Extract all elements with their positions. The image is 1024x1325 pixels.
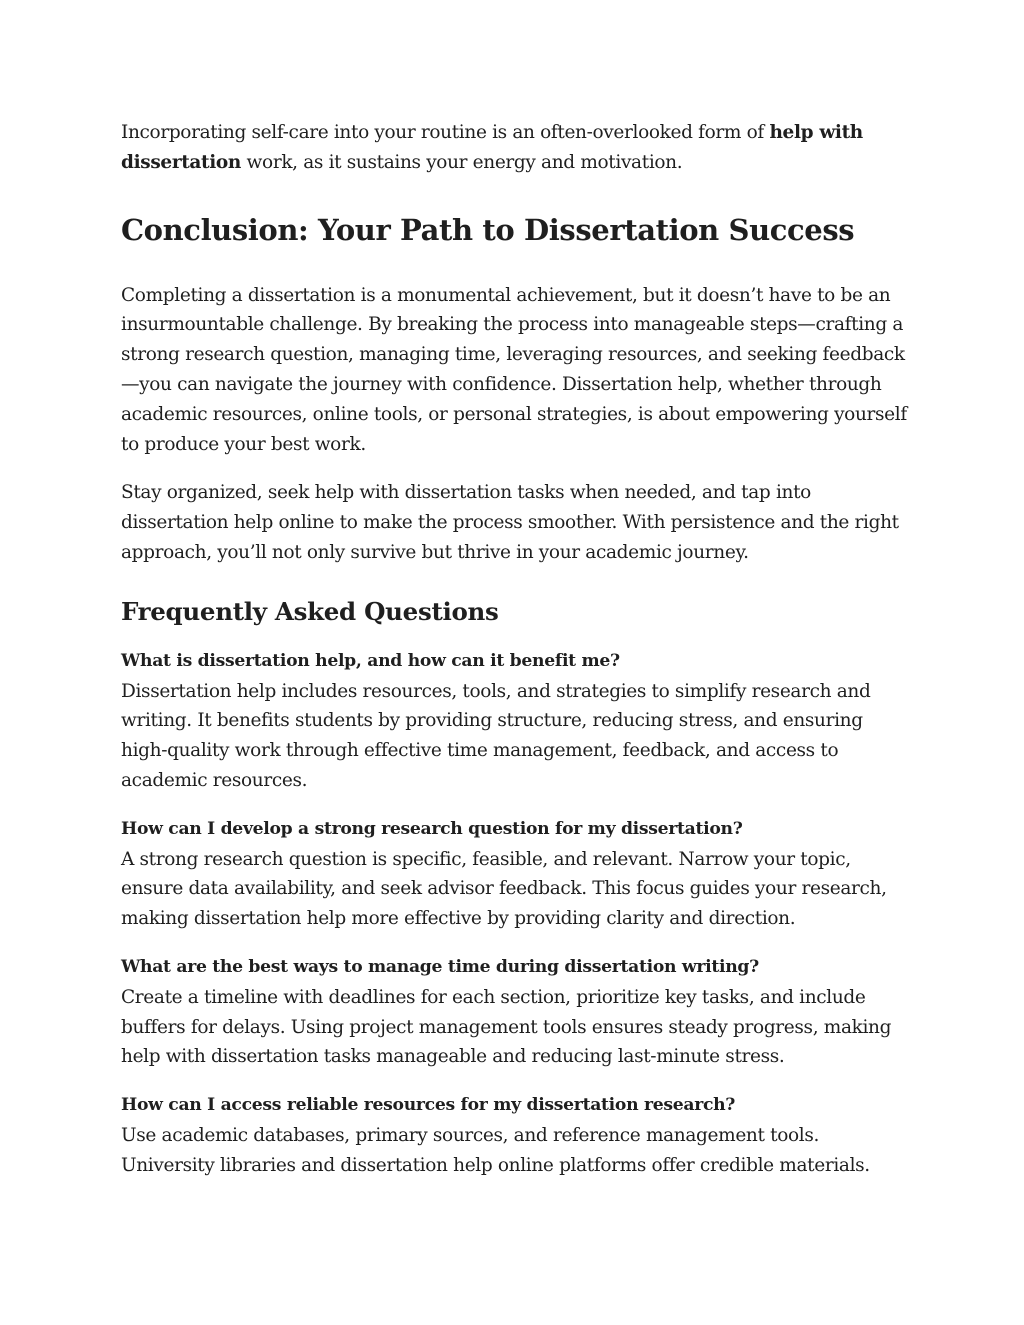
faq-question: How can I access reliable resources for my dissertation research? [121,1095,736,1116]
faq-answer: A strong research question is specific, feasible, and relevant. Narrow your topic, ensure data availability, and seek advisor feedback. This focus guides your research, making dissertation help more effective by providing clarity and direction. [121,848,887,930]
intro-bold-keyword: help with dissertation [121,122,863,173]
faq-item-3 [121,953,911,1072]
conclusion-heading: Conclusion: Your Path to Dissertation Success [121,212,855,247]
intro-text-after: work, as it sustains your energy and motivation. [241,151,683,173]
faq-question: What is dissertation help, and how can it benefit me? [121,650,620,671]
faq-item-2 [121,815,911,934]
document-page [121,118,911,1200]
faq-question: How can I develop a strong research question for my dissertation? [121,818,743,839]
intro-paragraph [121,118,911,178]
faq-question: What are the best ways to manage time during dissertation writing? [121,956,759,977]
faq-answer: Dissertation help includes resources, tools, and strategies to simplify research and writing. It benefits students by providing structure, reducing stress, and ensuring high-quality work through effective time management, feedback, and access to academic resources. [121,680,871,791]
conclusion-paragraph-1: Completing a dissertation is a monumental achievement, but it doesn’t have to be an insurmountable challenge. By breaking the process into manageable steps—crafting a strong research question, managing time, leveraging resources, and seeking feedback—you can navigate the journey with confidence. Dissertation help, whether through academic resources, online tools, or personal strategies, is about empowering yourself to produce your best work. [121,284,907,455]
faq-answer: Create a timeline with deadlines for each section, prioritize key tasks, and include buffers for delays. Using project management tools ensures steady progress, making help with dissertation tasks manageable and reducing last-minute stress. [121,986,892,1068]
faq-answer: Use academic databases, primary sources, and reference management tools. University libraries and dissertation help online platforms offer credible materials. [121,1124,870,1176]
faq-heading: Frequently Asked Questions [121,596,499,626]
conclusion-paragraph-2: Stay organized, seek help with dissertation tasks when needed, and tap into dissertation help online to make the process smoother. With persistence and the right approach, you’ll not only survive but thrive in your academic journey. [121,482,899,563]
faq-item-4 [121,1091,911,1180]
intro-text-before: Incorporating self-care into your routine is an often-overlooked form of [121,122,770,143]
faq-item-1 [121,647,911,796]
faq-list [121,647,911,1181]
